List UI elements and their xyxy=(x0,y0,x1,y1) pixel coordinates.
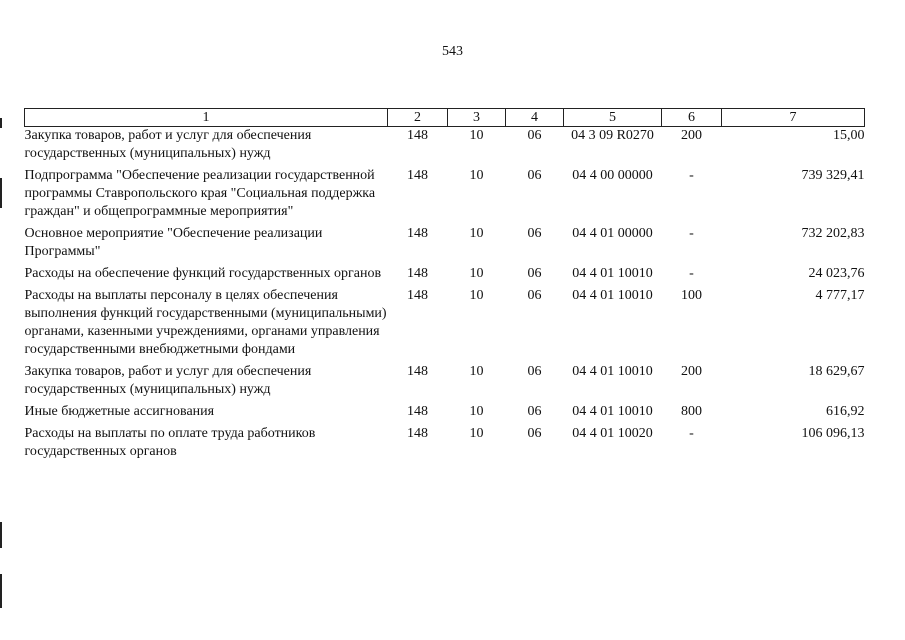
section-code: 10 xyxy=(469,426,484,441)
section-code: 10 xyxy=(469,128,484,143)
column-header: 4 xyxy=(506,109,564,127)
column-header: 2 xyxy=(388,109,448,127)
row-description: Основное мероприятие "Обеспечение реализации Программы" xyxy=(24,226,323,259)
target-article-code: 04 4 01 10010 xyxy=(572,404,653,419)
table-row xyxy=(25,287,865,363)
amount: 4 777,17 xyxy=(815,288,865,303)
subsection-code: 06 xyxy=(527,426,542,441)
scan-edge-mark xyxy=(0,574,2,608)
row-description: Подпрограмма "Обеспечение реализации государственной программы Ставропольского края "Социальная поддержка граждан" и общепрограммные мероприятия" xyxy=(24,168,376,219)
expense-type-code: - xyxy=(689,168,694,183)
grbs-code: 148 xyxy=(407,288,428,303)
scan-edge-mark xyxy=(0,178,2,208)
amount: 18 629,67 xyxy=(808,364,865,379)
row-description: Закупка товаров, работ и услуг для обеспечения государственных (муниципальных) нужд xyxy=(24,128,312,161)
target-article-code: 04 4 01 10010 xyxy=(572,266,653,281)
expense-type-code: - xyxy=(689,266,694,281)
row-description: Расходы на выплаты персоналу в целях обеспечения выполнения функций государственными (муниципальными) органами, казенными учреждениями, органами управления государственными внебюджетными фондами xyxy=(24,288,387,357)
subsection-code: 06 xyxy=(527,128,542,143)
target-article-code: 04 4 01 10010 xyxy=(572,364,653,379)
grbs-code: 148 xyxy=(407,128,428,143)
section-code: 10 xyxy=(469,364,484,379)
grbs-code: 148 xyxy=(407,426,428,441)
section-code: 10 xyxy=(469,404,484,419)
amount: 24 023,76 xyxy=(808,266,865,281)
subsection-code: 06 xyxy=(527,266,542,281)
expense-type-code: - xyxy=(689,226,694,241)
target-article-code: 04 4 01 10010 xyxy=(572,288,653,303)
target-article-code: 04 4 01 00000 xyxy=(572,226,653,241)
row-description: Иные бюджетные ассигнования xyxy=(24,404,215,419)
row-description: Закупка товаров, работ и услуг для обеспечения государственных (муниципальных) нужд xyxy=(24,364,312,397)
section-code: 10 xyxy=(469,266,484,281)
column-header: 7 xyxy=(722,109,865,127)
row-description: Расходы на обеспечение функций государственных органов xyxy=(24,266,382,281)
expense-type-code: 800 xyxy=(681,404,702,419)
section-code: 10 xyxy=(469,226,484,241)
table-row xyxy=(25,167,865,225)
column-header: 1 xyxy=(25,109,388,127)
section-code: 10 xyxy=(469,288,484,303)
target-article-code: 04 4 00 00000 xyxy=(572,168,653,183)
scan-edge-mark xyxy=(0,118,2,128)
subsection-code: 06 xyxy=(527,288,542,303)
header-row xyxy=(25,109,865,127)
column-header: 6 xyxy=(662,109,722,127)
amount: 732 202,83 xyxy=(801,226,865,241)
table-row xyxy=(25,425,865,465)
amount: 739 329,41 xyxy=(801,168,865,183)
amount: 616,92 xyxy=(826,404,865,419)
table-row xyxy=(25,127,865,168)
subsection-code: 06 xyxy=(527,168,542,183)
target-article-code: 04 4 01 10020 xyxy=(572,426,653,441)
expense-type-code: - xyxy=(689,426,694,441)
grbs-code: 148 xyxy=(407,266,428,281)
budget-table xyxy=(24,108,865,465)
target-article-code: 04 3 09 R0270 xyxy=(571,128,654,143)
table-row xyxy=(25,225,865,265)
subsection-code: 06 xyxy=(527,404,542,419)
grbs-code: 148 xyxy=(407,404,428,419)
expense-type-code: 200 xyxy=(681,128,702,143)
row-description: Расходы на выплаты по оплате труда работников государственных органов xyxy=(24,426,316,459)
subsection-code: 06 xyxy=(527,364,542,379)
grbs-code: 148 xyxy=(407,364,428,379)
column-header: 3 xyxy=(448,109,506,127)
table-row xyxy=(25,265,865,287)
grbs-code: 148 xyxy=(407,168,428,183)
scan-edge-mark xyxy=(0,522,2,548)
table-row xyxy=(25,363,865,403)
section-code: 10 xyxy=(469,168,484,183)
page-number: 543 xyxy=(442,44,463,59)
expense-type-code: 200 xyxy=(681,364,702,379)
table-row xyxy=(25,403,865,425)
amount: 15,00 xyxy=(833,128,865,143)
grbs-code: 148 xyxy=(407,226,428,241)
subsection-code: 06 xyxy=(527,226,542,241)
expense-type-code: 100 xyxy=(681,288,702,303)
column-header: 5 xyxy=(564,109,662,127)
amount: 106 096,13 xyxy=(801,426,865,441)
